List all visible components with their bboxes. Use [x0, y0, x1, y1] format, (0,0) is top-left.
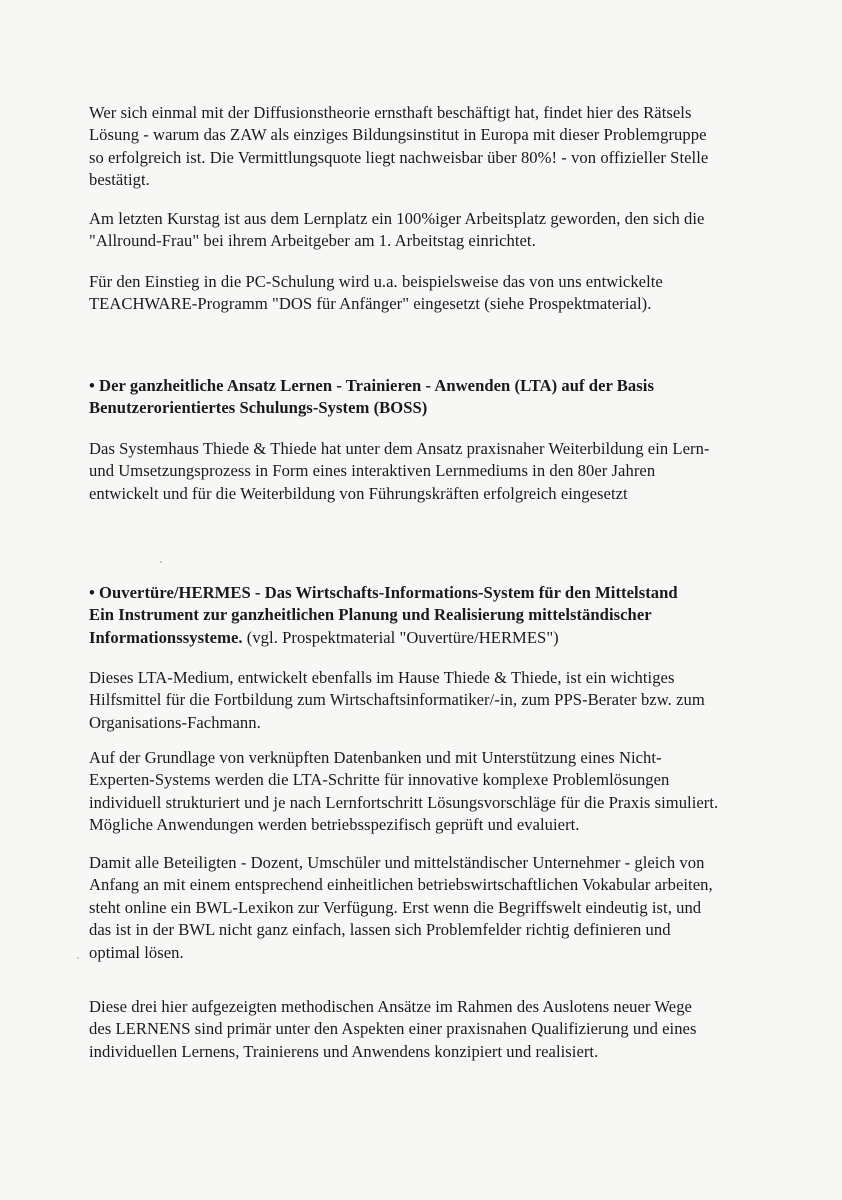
- heading-line: [89, 627, 769, 649]
- paragraph-databases: [89, 747, 769, 837]
- heading-reference-text: (vgl. Prospektmaterial "Ouvertüre/HERMES"): [242, 627, 559, 647]
- paragraph-closing: [89, 996, 769, 1063]
- text-line: das ist in der BWL nicht ganz einfach, lassen sich Problemfelder richtig definieren und: [89, 920, 671, 940]
- paragraph-systemhaus: [89, 438, 769, 505]
- text-line: so erfolgreich ist. Die Vermittlungsquote liegt nachweisbar über 80%! - von offizieller Stelle: [89, 147, 709, 167]
- text-line: des LERNENS sind primär unter den Aspekten einer praxisnahen Qualifizierung und eines: [89, 1019, 697, 1039]
- heading-line: Benutzerorientiertes Schulungs-System (BOSS): [89, 398, 428, 418]
- text-line: Das Systemhaus Thiede & Thiede hat unter dem Ansatz praxisnaher Weiterbildung ein Lern-: [89, 439, 710, 458]
- text-line: Hilfsmittel für die Fortbildung zum Wirtschaftsinformatiker/-in, zum PPS-Berater bzw. zum: [89, 690, 705, 710]
- heading-line: • Ouvertüre/HERMES - Das Wirtschafts-Informations-System für den Mittelstand: [89, 583, 678, 602]
- text-line: Für den Einstieg in die PC-Schulung wird u.a. beispielsweise das von uns entwickelte: [89, 272, 663, 291]
- text-line: Lösung - warum das ZAW als einziges Bildungsinstitut in Europa mit dieser Problemgruppe: [89, 125, 707, 145]
- text-line: optimal lösen.: [89, 942, 184, 962]
- text-line: steht online ein BWL-Lexikon zur Verfügung. Erst wenn die Begriffswelt eindeutig ist, und: [89, 897, 702, 917]
- heading-line: Ein Instrument zur ganzheitlichen Planung und Realisierung mittelständischer: [89, 605, 652, 625]
- text-line: individuell strukturiert und je nach Lernfortschritt Lösungsvorschläge für die Praxis simuliert.: [89, 792, 719, 812]
- text-line: Diese drei hier aufgezeigten methodischen Ansätze im Rahmen des Auslotens neuer Wege: [89, 997, 692, 1016]
- text-line: Anfang an mit einem entsprechend einheitlichen betriebswirtschaftlichen Vokabular arbeiten,: [89, 875, 713, 895]
- text-line: bestätigt.: [89, 170, 150, 190]
- scan-speck: [77, 957, 79, 959]
- text-line: Dieses LTA-Medium, entwickelt ebenfalls im Hause Thiede & Thiede, ist ein wichtiges: [89, 668, 675, 687]
- scan-speck: [160, 561, 162, 563]
- text-line: individuellen Lernens, Trainierens und Anwendens konzipiert und realisiert.: [89, 1041, 599, 1061]
- paragraph-pc-training: [89, 271, 769, 316]
- text-line: Mögliche Anwendungen werden betriebsspezifisch geprüft und evaluiert.: [89, 815, 580, 835]
- text-line: Wer sich einmal mit der Diffusionstheorie ernsthaft beschäftigt hat, findet hier des Rätsels: [89, 103, 692, 122]
- paragraph-lta-medium: [89, 667, 769, 734]
- text-line: entwickelt und für die Weiterbildung von Führungskräften erfolgreich eingesetzt: [89, 483, 628, 503]
- heading-bold-text: Informationssysteme.: [89, 627, 243, 647]
- paragraph-last-course-day: [89, 208, 769, 253]
- section-heading-lta: [89, 375, 769, 420]
- text-line: Experten-Systems werden die LTA-Schritte für innovative komplexe Problemlösungen: [89, 770, 670, 790]
- text-line: Damit alle Beteiligten - Dozent, Umschüler und mittelständischer Unternehmer - gleich von: [89, 853, 705, 872]
- paragraph-diffusion-theory: [89, 102, 769, 192]
- text-line: und Umsetzungsprozess in Form eines interaktiven Lernmediums in den 80er Jahren: [89, 461, 656, 481]
- heading-line: • Der ganzheitliche Ansatz Lernen - Trainieren - Anwenden (LTA) auf der Basis: [89, 376, 654, 395]
- text-line: Auf der Grundlage von verknüpften Datenbanken und mit Unterstützung eines Nicht-: [89, 748, 662, 767]
- text-line: TEACHWARE-Programm "DOS für Anfänger" eingesetzt (siehe Prospektmaterial).: [89, 294, 652, 314]
- text-line: "Allround-Frau" bei ihrem Arbeitgeber am 1. Arbeitstag einrichtet.: [89, 231, 536, 251]
- text-line: Am letzten Kurstag ist aus dem Lernplatz ein 100%iger Arbeitsplatz geworden, den sich die: [89, 209, 705, 228]
- text-line: Organisations-Fachmann.: [89, 712, 261, 732]
- paragraph-bwl-lexikon: [89, 852, 769, 964]
- section-heading-hermes: [89, 582, 769, 649]
